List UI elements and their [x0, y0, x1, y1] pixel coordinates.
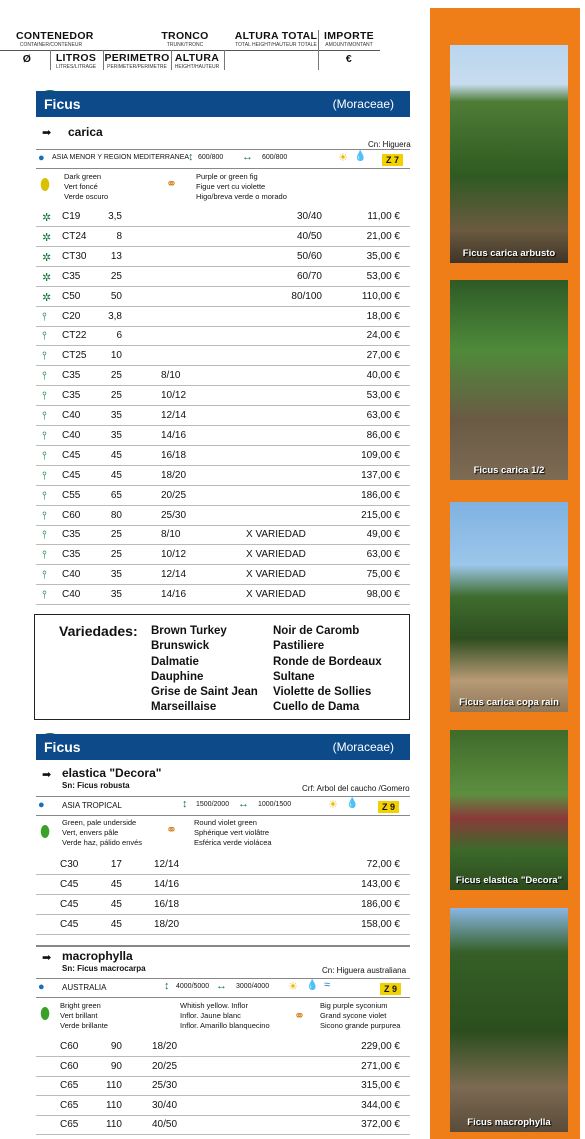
- total-height: 60/70: [296, 270, 322, 282]
- container-size: C40: [62, 410, 81, 421]
- standard-tree-icon: ⫯: [42, 589, 47, 602]
- price: 72,00 €: [366, 859, 400, 870]
- litres: 80: [110, 509, 122, 521]
- container-size: C45: [60, 919, 79, 930]
- table-row: [36, 307, 410, 327]
- table-row: [36, 466, 410, 486]
- species-name: carica: [68, 125, 103, 139]
- litres: 65: [110, 489, 122, 501]
- table-row: [36, 386, 410, 406]
- perimeter: 12/14: [161, 569, 187, 581]
- photo-caption: Ficus elastica "Decora": [455, 875, 563, 886]
- litres: 25: [110, 370, 122, 382]
- width-value: 600/800: [262, 154, 288, 161]
- width-value: 3000/4000: [236, 983, 270, 990]
- container-size: C50: [62, 290, 81, 302]
- perimeter: 18/20: [154, 919, 180, 930]
- globe-icon: ●: [38, 981, 45, 993]
- height-value: 1500/2000: [196, 801, 230, 808]
- wind-icon: ≈: [324, 979, 331, 991]
- standard-tree-icon: ⫯: [42, 390, 47, 403]
- table-row: [36, 875, 410, 895]
- container-size: C35: [62, 270, 81, 282]
- price: 53,00 €: [366, 270, 400, 282]
- litres: 110: [106, 1080, 122, 1092]
- header-litres: LITROS LITRES/LITRAGE: [55, 52, 97, 70]
- photo-caption: Ficus carica arbusto: [462, 248, 556, 259]
- price: 372,00 €: [361, 1119, 400, 1131]
- family-name: (Moraceae): [332, 97, 394, 111]
- litres: 8: [116, 230, 122, 242]
- synonym-name: Sn: Ficus robusta: [62, 781, 130, 790]
- photo-ficus-carica-half: [450, 280, 568, 480]
- arrow-icon: ➡: [42, 769, 52, 781]
- hardiness-zone: Z 7: [382, 154, 403, 166]
- height-arrow-icon: ↕: [188, 151, 194, 163]
- origin-text: ASIA TROPICAL: [62, 801, 122, 810]
- family-name: (Moraceae): [332, 740, 394, 754]
- shrub-icon: ✲: [42, 271, 52, 284]
- container-size: C35: [62, 390, 81, 402]
- container-size: C60: [60, 1060, 79, 1072]
- price: 27,00 €: [366, 350, 400, 362]
- photo-caption: Ficus macrophylla: [467, 1117, 551, 1128]
- litres: 90: [110, 1041, 122, 1052]
- arrow-icon: ➡: [42, 952, 52, 964]
- price: 229,00 €: [361, 1041, 400, 1052]
- header-container: CONTENEDOR CONTAINER/CONTENEUR: [16, 30, 94, 48]
- perimeter: 12/14: [161, 410, 187, 421]
- container-size: CT25: [62, 350, 87, 362]
- species-info-bar: [36, 796, 410, 816]
- common-name: Cn: Higuera: [368, 140, 411, 149]
- price: 271,00 €: [361, 1060, 400, 1072]
- photo-ficus-carica-arbusto: [450, 45, 568, 263]
- photo-ficus-macrophylla: [450, 908, 568, 1132]
- varieties-title: Variedades:: [59, 623, 138, 639]
- leaf-icon: ⬮: [40, 177, 51, 194]
- water-icon: 💧: [346, 798, 359, 809]
- shrub-icon: ✲: [42, 251, 52, 264]
- price: 158,00 €: [361, 919, 400, 930]
- price: 35,00 €: [366, 250, 400, 262]
- litres: 3,5: [108, 211, 122, 222]
- litres: 45: [110, 879, 122, 890]
- table-row: [36, 446, 410, 466]
- litres: 3,8: [108, 310, 122, 322]
- header-height: ALTURA HEIGHT/HAUTEUR: [174, 52, 220, 70]
- litres: 35: [110, 589, 122, 601]
- table-row: [36, 207, 410, 227]
- variety-note: X VARIEDAD: [246, 549, 306, 561]
- table-row: [36, 565, 410, 585]
- table-row: [36, 346, 410, 366]
- species-name: elastica "Decora": [62, 766, 162, 780]
- table-row: [36, 525, 410, 545]
- standard-tree-icon: ⫯: [42, 370, 47, 383]
- standard-tree-icon: ⫯: [42, 469, 47, 482]
- container-size: C30: [60, 859, 79, 870]
- litres: 45: [110, 919, 122, 930]
- header-total-height: ALTURA TOTAL TOTAL HEIGHT/HAUTEUR TOTALE: [234, 30, 318, 48]
- table-row: [36, 585, 410, 605]
- header-perimeter: PERIMETRO PERIMETER/PERIMETRE: [104, 52, 170, 70]
- container-size: C40: [62, 569, 81, 581]
- leaf-description: Bright green Vert brillant Verde brillante: [60, 1001, 108, 1030]
- leaf-description: Green, pale underside Vert, envers pâle Verde haz, pálido envés: [62, 818, 143, 847]
- container-size: C45: [62, 469, 81, 481]
- synonym-name: Sn: Ficus macrocarpa: [62, 964, 146, 973]
- total-height: 50/60: [296, 250, 322, 262]
- litres: 25: [110, 549, 122, 561]
- container-size: C45: [60, 899, 79, 910]
- price: 98,00 €: [366, 589, 400, 601]
- standard-tree-icon: ⫯: [42, 549, 47, 562]
- origin-text: AUSTRALIA: [62, 983, 107, 992]
- leaf-icon: ⬮: [40, 824, 51, 841]
- perimeter: 14/16: [161, 429, 187, 441]
- price: 63,00 €: [366, 549, 400, 561]
- table-row: [36, 1115, 410, 1135]
- photo-caption: Ficus carica copa rain: [459, 697, 559, 708]
- price: 186,00 €: [361, 899, 400, 910]
- price: 110,00 €: [361, 290, 400, 302]
- header-trunk: TRONCO TRUNK/TRONC: [161, 30, 209, 48]
- water-icon: 💧: [306, 980, 319, 991]
- table-row: [36, 406, 410, 426]
- perimeter: 10/12: [161, 390, 187, 402]
- fruit-description: Round violet green Sphérique vert violâtre Esférica verde violácea: [194, 818, 272, 847]
- perimeter: 25/30: [161, 509, 187, 521]
- shrub-icon: ✲: [42, 231, 52, 244]
- litres: 35: [110, 429, 122, 441]
- price: 63,00 €: [366, 410, 400, 421]
- container-size: C65: [60, 1099, 79, 1111]
- litres: 13: [110, 250, 122, 262]
- total-height: 30/40: [296, 211, 322, 222]
- height-arrow-icon: ↕: [164, 980, 170, 992]
- standard-tree-icon: ⫯: [42, 489, 47, 502]
- perimeter: 20/25: [152, 1060, 178, 1072]
- price: 86,00 €: [366, 429, 400, 441]
- globe-icon: ●: [38, 152, 45, 164]
- width-arrow-icon: ↔: [216, 980, 227, 992]
- table-row: [36, 895, 410, 915]
- perimeter: 18/20: [161, 469, 187, 481]
- price: 21,00 €: [366, 230, 400, 242]
- container-size: CT22: [62, 330, 87, 342]
- common-name: Crf: Arbol del caucho /Gomero: [302, 784, 410, 793]
- litres: 45: [110, 449, 122, 461]
- litres: 35: [110, 410, 122, 421]
- price: 11,00 €: [367, 211, 400, 222]
- price: 143,00 €: [361, 879, 400, 890]
- height-value: 4000/5000: [176, 983, 210, 990]
- genus-name: Ficus: [44, 96, 81, 112]
- sun-shade-icon: ☀: [328, 799, 338, 811]
- litres: 110: [106, 1099, 122, 1111]
- total-height: 80/100: [291, 290, 322, 302]
- litres: 17: [110, 859, 122, 870]
- varieties-box: [34, 614, 410, 720]
- container-size: C60: [62, 509, 81, 521]
- table-row: [36, 426, 410, 446]
- fruit-description: Purple or green fig Figue vert cu violette Higo/breva verde o morado: [196, 172, 287, 201]
- perimeter: 25/30: [152, 1080, 178, 1092]
- width-arrow-icon: ↔: [242, 151, 253, 163]
- standard-tree-icon: ⫯: [42, 449, 47, 462]
- table-row: [36, 855, 410, 875]
- perimeter: 16/18: [154, 899, 180, 910]
- container-size: C20: [62, 310, 81, 322]
- standard-tree-icon: ⫯: [42, 410, 47, 422]
- globe-icon: ●: [38, 799, 45, 811]
- container-size: C45: [62, 449, 81, 461]
- standard-tree-icon: ⫯: [42, 330, 47, 343]
- litres: 110: [106, 1119, 122, 1131]
- header-amount: IMPORTE AMOUNT/MONTANT: [324, 30, 374, 48]
- container-size: C55: [62, 489, 81, 501]
- table-row: [36, 1037, 410, 1057]
- leaf-icon: ⬮: [40, 1006, 51, 1023]
- table-row: [36, 1076, 410, 1096]
- container-size: C65: [60, 1119, 79, 1131]
- standard-tree-icon: ⫯: [42, 569, 47, 582]
- standard-tree-icon: ⫯: [42, 310, 47, 323]
- litres: 45: [110, 469, 122, 481]
- perimeter: 8/10: [161, 529, 181, 541]
- table-row: [36, 267, 410, 287]
- litres: 90: [110, 1060, 122, 1072]
- litres: 50: [110, 290, 122, 302]
- variety-note: X VARIEDAD: [246, 529, 306, 541]
- height-value: 600/800: [198, 154, 224, 161]
- standard-tree-icon: ⫯: [42, 529, 47, 542]
- standard-tree-icon: ⫯: [42, 350, 47, 363]
- header-diameter: Ø: [22, 53, 32, 65]
- width-value: 1000/1500: [258, 801, 292, 808]
- table-row: [36, 1057, 410, 1077]
- standard-tree-icon: ⫯: [42, 429, 47, 442]
- hardiness-zone: Z 9: [378, 801, 399, 813]
- price: 75,00 €: [366, 569, 400, 581]
- hardiness-zone: Z 9: [380, 983, 401, 995]
- photo-ficus-carica-copa: [450, 502, 568, 712]
- table-row: [36, 227, 410, 247]
- perimeter: 12/14: [154, 859, 180, 870]
- standard-tree-icon: ⫯: [42, 509, 47, 522]
- perimeter: 30/40: [152, 1099, 178, 1111]
- container-size: CT30: [62, 250, 87, 262]
- variety-note: X VARIEDAD: [246, 569, 306, 581]
- genus-name: Ficus: [44, 739, 81, 755]
- species-info-bar: [36, 978, 410, 998]
- shrub-icon: ✲: [42, 212, 52, 224]
- common-name: Cn: Higuera australiana: [322, 966, 407, 975]
- perimeter: 20/25: [161, 489, 187, 501]
- litres: 25: [110, 529, 122, 541]
- perimeter: 10/12: [161, 549, 187, 561]
- header-euro: €: [345, 53, 353, 65]
- container-size: C40: [62, 429, 81, 441]
- container-size: C65: [60, 1080, 79, 1092]
- genus-band-ficus-2: [36, 734, 410, 760]
- price: 24,00 €: [366, 330, 400, 342]
- genus-band-ficus: [36, 91, 410, 117]
- price: 53,00 €: [366, 390, 400, 402]
- price: 186,00 €: [361, 489, 400, 501]
- sun-icon: ☀: [338, 152, 348, 164]
- photo-caption: Ficus carica 1/2: [473, 465, 545, 476]
- table-row: [36, 366, 410, 386]
- fruit-icon: ⚭: [294, 1008, 305, 1023]
- container-size: CT24: [62, 230, 87, 242]
- price: 315,00 €: [361, 1080, 400, 1092]
- price: 49,00 €: [366, 529, 400, 541]
- table-row: [36, 287, 410, 307]
- table-row: [36, 247, 410, 267]
- price: 137,00 €: [361, 469, 400, 481]
- container-size: C35: [62, 529, 81, 541]
- container-size: C35: [62, 370, 81, 382]
- fruit-icon: ⚭: [166, 176, 177, 191]
- arrow-icon: ➡: [42, 127, 52, 139]
- container-size: C45: [60, 879, 79, 890]
- perimeter: 8/10: [161, 370, 181, 382]
- leaf-description: Dark green Vert foncé Verde oscuro: [64, 172, 109, 201]
- container-size: C19: [62, 211, 81, 222]
- perimeter: 40/50: [152, 1119, 178, 1131]
- litres: 45: [110, 899, 122, 910]
- litres: 6: [116, 330, 122, 342]
- table-row: [36, 506, 410, 526]
- litres: 10: [110, 350, 122, 362]
- flower-description: Whitish yellow. Inflor Inflor. Jaune blanc Inflor. Amarillo blanquecino: [180, 1001, 270, 1030]
- price: 18,00 €: [366, 310, 400, 322]
- perimeter: 18/20: [152, 1041, 178, 1052]
- container-size: C60: [60, 1041, 79, 1052]
- table-row: [36, 486, 410, 506]
- fruit-icon: ⚭: [166, 822, 177, 837]
- litres: 25: [110, 270, 122, 282]
- fruit-description: Big purple syconium Grand sycone violet Sicono grande purpurea: [320, 1001, 401, 1030]
- price: 40,00 €: [366, 370, 400, 382]
- price: 344,00 €: [361, 1099, 400, 1111]
- perimeter: 16/18: [161, 449, 187, 461]
- origin-text: ASIA MENOR Y REGION MEDITERRANEA: [52, 154, 190, 161]
- container-size: C40: [62, 589, 81, 601]
- litres: 35: [110, 569, 122, 581]
- table-row: [36, 326, 410, 346]
- perimeter: 14/16: [161, 589, 187, 601]
- table-row: [36, 545, 410, 565]
- litres: 25: [110, 390, 122, 402]
- shrub-icon: ✲: [42, 291, 52, 304]
- sun-shade-icon: ☀: [288, 981, 298, 993]
- table-row: [36, 915, 410, 935]
- species-info-bar: [36, 149, 410, 169]
- species-name: macrophylla: [62, 949, 133, 963]
- container-size: C35: [62, 549, 81, 561]
- width-arrow-icon: ↔: [238, 798, 249, 810]
- varieties-list-2: Noir de Caromb Pastiliere Ronde de Bordeaux Sultane Violette de Sollies Cuello de Dama: [273, 625, 382, 714]
- price: 215,00 €: [361, 509, 400, 521]
- water-icon: 💧: [354, 151, 367, 162]
- price: 109,00 €: [361, 449, 400, 461]
- varieties-list-1: Brown Turkey Brunswick Dalmatie Dauphine Grise de Saint Jean Marseillaise: [151, 625, 258, 714]
- price-table-header: [0, 30, 380, 70]
- table-row: [36, 1096, 410, 1116]
- total-height: 40/50: [296, 230, 322, 242]
- photo-ficus-elastica-decora: [450, 730, 568, 890]
- perimeter: 14/16: [154, 879, 180, 890]
- variety-note: X VARIEDAD: [246, 589, 306, 601]
- height-arrow-icon: ↕: [182, 798, 188, 810]
